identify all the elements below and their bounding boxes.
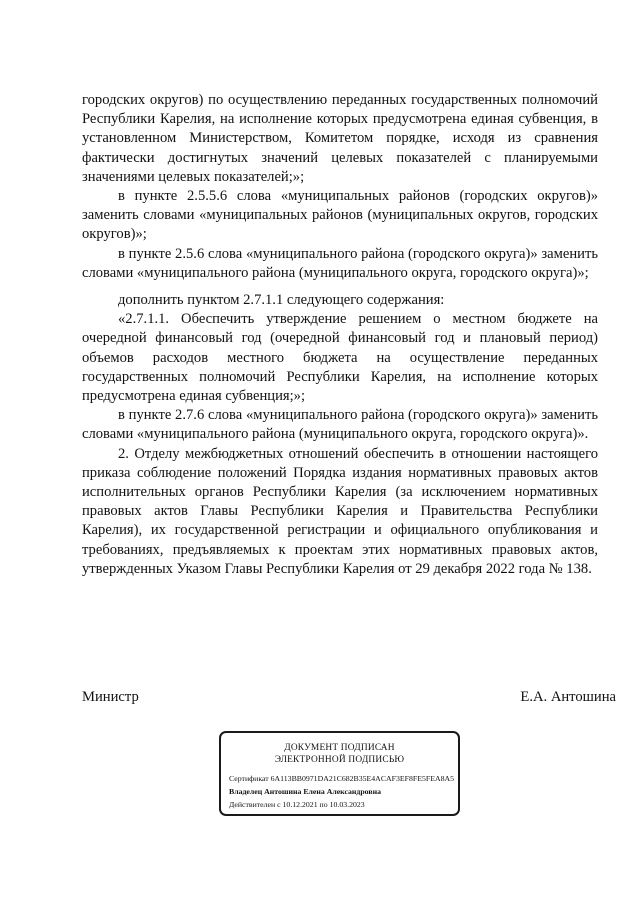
paragraph-item-2556: в пункте 2.5.5.6 слова «муниципальных районов (городских округов)» заменить словами «муниципальных районов (муниципальных округов, городских округов)»; [82,188,598,243]
paragraph-item-276: в пункте 2.7.6 слова «муниципального района (городского округа)» заменить словами «муниципального района (муниципального округа, городского округа)». [82,407,598,443]
paragraph-item-256: в пункте 2.5.6 слова «муниципального района (городского округа)» заменить словами «муниципального района (муниципального округа, городского округа)»; [82,245,598,281]
stamp-certificate: Сертификат 6A113BB0971DA21C682B35E4ACAF3EF8FE5FEA8A5 [229,774,455,783]
signatory-title: Министр [82,689,139,705]
stamp-title-line-1: ДОКУМЕНТ ПОДПИСАН [284,743,395,753]
electronic-signature-stamp [219,731,460,816]
stamp-validity: Действителен с 10.12.2021 по 10.03.2023 [229,800,365,809]
stamp-owner: Владелец Антошина Елена Александровна [229,787,381,796]
paragraph-section-2: 2. Отделу межбюджетных отношений обеспечить в отношении настоящего приказа соблюдение положений Порядка издания нормативных правовых актов исполнительных органов Республики Карелия (за исключением нормативных правовых актов Главы Республики Карелия и Правительства Республики Карелия), их государственной регистрации и официального опубликования и требованиях, предъявляемых к проектам этих нормативных правовых актов, утвержденных Указом Главы Республики Карелия от 29 декабря 2022 года № 138. [82,445,598,577]
stamp-title-line-2: ЭЛЕКТРОННОЙ ПОДПИСЬЮ [274,754,405,765]
paragraph-add-2711: дополнить пунктом 2.7.1.1 следующего содержания: [118,292,445,309]
paragraph-continuation: городских округов) по осуществлению переданных государственных полномочий Республики Карелия, на исполнение которых предусмотрена единая субвенция, в установленном Министерством, Комитетом порядке, исходя из сравнения фактически достигнутых значений целевых показателей с планируемыми значениями целевых показателей;»; [82,92,598,185]
paragraph-quote-2711: «2.7.1.1. Обеспечить утверждение решением о местном бюджете на очередной финансовый год (очередной финансовый год и плановый период) объемов расходов местного бюджета на осуществление переданных государственных полномочий Республики Карелия, на исполнение которых предусмотрена единая субвенция;»; [82,311,598,405]
document-body [82,91,598,579]
stamp-title [221,743,458,766]
signatory-name: Е.А. Антошина [520,689,616,705]
